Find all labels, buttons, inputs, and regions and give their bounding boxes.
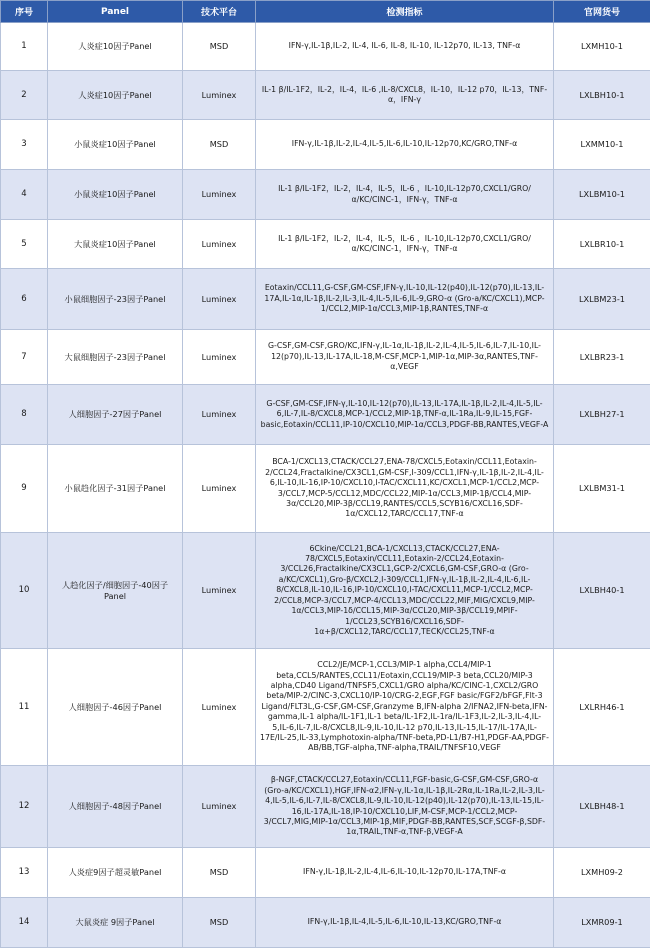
cell-platform: MSD bbox=[183, 23, 256, 71]
cell-code: LXLBR10-1 bbox=[554, 220, 650, 269]
cell-code: LXLBM10-1 bbox=[554, 170, 650, 220]
cell-no: 11 bbox=[1, 649, 48, 766]
cell-indicators: IL-1 β/IL-1F2，IL-2，IL-4，IL-5，IL-6 ，IL-10,IL-12p70,CXCL1/GRO/α/KC/CINC-1，IFN-γ，TNF-α bbox=[256, 220, 554, 269]
table-row bbox=[1, 220, 650, 269]
cell-platform: MSD bbox=[183, 898, 256, 948]
cell-panel: 人炎症9因子超灵敏Panel bbox=[48, 848, 183, 898]
cell-code: LXLBH40-1 bbox=[554, 533, 650, 649]
cell-indicators: 6Ckine/CCL21,BCA-1/CXCL13,CTACK/CCL27,ENA-78/CXCL5,Eotaxin/CCL11,Eotaxin-2/CCL24,Eotaxin-3/CCL26,Fractalkine/CX3CL1,GCP-2/CXCL6,GM-CSF,GRO-α (Gro-a/KC/CXCL1),Gro-β/CXCL2,I-309/CCL1,IFN-γ,IL-1β,IL-2,IL-4,IL-6,IL-8/CXCL8,IL-10,IL-16,IP-10/CXCL10,I-TAC/CXCL11,MCP-1/CCL2,MCP-2/CCL8,MCP-3/CCL7,MCP-4/CCL13,MDC/CCL22,MIF,MIG/CXCL9,MIP-1α/CCL3,MIP-1δ/CCL15,MIP-3α/CCL20,MIP-3β/CCL19,MPIF-1/CCL23,SCYB16/CXCL16,SDF-1α+β/CXCL12,TARC/CCL17,TECK/CCL25,TNF-α bbox=[256, 533, 554, 649]
cell-no: 12 bbox=[1, 766, 48, 848]
table-row bbox=[1, 385, 650, 445]
cell-panel: 人炎症10因子Panel bbox=[48, 71, 183, 120]
table-row bbox=[1, 330, 650, 385]
header-platform: 技术平台 bbox=[183, 1, 256, 23]
cell-panel: 小鼠炎症10因子Panel bbox=[48, 120, 183, 170]
table-row bbox=[1, 649, 650, 766]
cell-platform: Luminex bbox=[183, 649, 256, 766]
cell-no: 3 bbox=[1, 120, 48, 170]
cell-panel: 人细胞因子-27因子Panel bbox=[48, 385, 183, 445]
cell-panel: 大鼠炎症 9因子Panel bbox=[48, 898, 183, 948]
table-row bbox=[1, 898, 650, 948]
cell-code: LXLBM31-1 bbox=[554, 445, 650, 533]
cell-panel: 小鼠炎症10因子Panel bbox=[48, 170, 183, 220]
table-row bbox=[1, 269, 650, 330]
cell-platform: Luminex bbox=[183, 71, 256, 120]
table-row bbox=[1, 170, 650, 220]
table-row bbox=[1, 766, 650, 848]
cell-indicators: G-CSF,GM-CSF,IFN-γ,IL-10,IL-12(p70),IL-13,IL-17A,IL-1β,IL-2,IL-4,IL-5,IL-6,IL-7,IL-8/CXCL8,MCP-1/CCL2,MIP-1β,TNF-α,IL-1Ra,IL-9,IL-15,FGF-basic,Eotaxin/CCL11,IP-10/CXCL10,MIP-1α/CCL3,PDGF-BB,RANTES,VEGF-A bbox=[256, 385, 554, 445]
cell-platform: Luminex bbox=[183, 385, 256, 445]
cell-platform: Luminex bbox=[183, 170, 256, 220]
cell-no: 5 bbox=[1, 220, 48, 269]
cell-no: 7 bbox=[1, 330, 48, 385]
table-row bbox=[1, 533, 650, 649]
cell-no: 6 bbox=[1, 269, 48, 330]
cell-platform: Luminex bbox=[183, 766, 256, 848]
table-row bbox=[1, 23, 650, 71]
cell-panel: 人细胞因子-46因子Panel bbox=[48, 649, 183, 766]
header-no: 序号 bbox=[1, 1, 48, 23]
cell-indicators: IFN-γ,IL-1β,IL-4,IL-5,IL-6,IL-10,IL-13,KC/GRO,TNF-α bbox=[256, 898, 554, 948]
cell-code: LXMR09-1 bbox=[554, 898, 650, 948]
table-row bbox=[1, 120, 650, 170]
cell-no: 1 bbox=[1, 23, 48, 71]
cell-no: 10 bbox=[1, 533, 48, 649]
cell-platform: Luminex bbox=[183, 445, 256, 533]
cell-indicators: BCA-1/CXCL13,CTACK/CCL27,ENA-78/CXCL5,Eotaxin/CCL11,Eotaxin-2/CCL24,Fractalkine/CX3CL1,GM-CSF,I-309/CCL1,IFN-γ,IL-1β,IL-2,IL-4,IL-6,IL-10,IL-16,IP-10/CXCL10,I-TAC/CXCL11,KC/CXCL1,MCP-1/CCL2,MCP-3/CCL7,MCP-5/CCL12,MDC/CCL22,MIP-1α/CCL3,MIP-1β/CCL4,MIP-3α/CCL20,MIP-3β/CCL19,RANTES/CCL5,SCYB16/CXCL16,SDF-1α/CXCL12,TARC/CCL17,TNF-α bbox=[256, 445, 554, 533]
cell-platform: MSD bbox=[183, 848, 256, 898]
header-panel: Panel bbox=[48, 1, 183, 23]
cell-indicators: G-CSF,GM-CSF,GRO/KC,IFN-γ,IL-1α,IL-1β,IL-2,IL-4,IL-5,IL-6,IL-7,IL-10,IL-12(p70),IL-13,IL-17A,IL-18,M-CSF,MCP-1,MIP-1α,MIP-3α,RANTES,TNF-α,VEGF bbox=[256, 330, 554, 385]
cell-no: 14 bbox=[1, 898, 48, 948]
cell-panel: 人细胞因子-48因子Panel bbox=[48, 766, 183, 848]
cell-code: LXLBH10-1 bbox=[554, 71, 650, 120]
cell-panel: 人炎症10因子Panel bbox=[48, 23, 183, 71]
cell-no: 8 bbox=[1, 385, 48, 445]
header-row bbox=[1, 1, 650, 23]
cell-indicators: CCL2/JE/MCP-1,CCL3/MIP-1 alpha,CCL4/MIP-1 beta,CCL5/RANTES,CCL11/Eotaxin,CCL19/MIP-3 beta,CCL20/MIP-3 alpha,CD40 Ligand/TNFSF5,CXCL1/GRO alpha/KC/CINC-1,CXCL2/GRO beta/MIP-2/CINC-3,CXCL10/IP-10/CRG-2,EGF,FGF basic/FGF2/bFGF,Flt-3 Ligand/FLT3L,G-CSF,GM-CSF,Granzyme B,IFN-alpha 2/IFNA2,IFN-beta,IFN-gamma,IL-1 alpha/IL-1F1,IL-1 beta/IL-1F2,IL-1ra/IL-1F3,IL-2,IL-3,IL-4,IL-5,IL-6,IL-7,IL-8/CXCL8,IL-9,IL-10,IL-12 p70,IL-13,IL-15,IL-17/IL-17A,IL-17E/IL-25,IL-33,Lymphotoxin-alpha/TNF-beta,PD-L1/B7-H1,PDGF-AA,PDGF-AB/BB,TGF-alpha,TNF-alpha,TRAIL/TNFSF10,VEGF bbox=[256, 649, 554, 766]
cell-indicators: IFN-γ,IL-1β,IL-2, IL-4, IL-6, IL-8, IL-10, IL-12p70, IL-13, TNF-α bbox=[256, 23, 554, 71]
cell-code: LXMH09-2 bbox=[554, 848, 650, 898]
cell-panel: 人趋化因子/细胞因子-40因子Panel bbox=[48, 533, 183, 649]
cell-platform: Luminex bbox=[183, 220, 256, 269]
cell-platform: Luminex bbox=[183, 269, 256, 330]
table-row bbox=[1, 445, 650, 533]
cell-no: 2 bbox=[1, 71, 48, 120]
cell-no: 4 bbox=[1, 170, 48, 220]
cell-platform: Luminex bbox=[183, 533, 256, 649]
cell-panel: 大鼠细胞因子-23因子Panel bbox=[48, 330, 183, 385]
cell-indicators: IFN-γ,IL-1β,IL-2,IL-4,IL-5,IL-6,IL-10,IL-12p70,KC/GRO,TNF-α bbox=[256, 120, 554, 170]
cell-indicators: IL-1 β/IL-1F2，IL-2，IL-4，IL-5，IL-6 ，IL-10,IL-12p70,CXCL1/GRO/α/KC/CINC-1，IFN-γ，TNF-α bbox=[256, 170, 554, 220]
cell-indicators: Eotaxin/CCL11,G-CSF,GM-CSF,IFN-γ,IL-10,IL-12(p40),IL-12(p70),IL-13,IL-17A,IL-1α,IL-1β,IL-2,IL-3,IL-4,IL-5,IL-6,IL-9,GRO-α (Gro-a/KC/CXCL1),MCP-1/CCL2,MIP-1α/CCL3,MIP-1β,RANTES,TNF-α bbox=[256, 269, 554, 330]
cell-platform: MSD bbox=[183, 120, 256, 170]
cell-no: 13 bbox=[1, 848, 48, 898]
table-row bbox=[1, 71, 650, 120]
cell-code: LXMM10-1 bbox=[554, 120, 650, 170]
cell-no: 9 bbox=[1, 445, 48, 533]
cell-indicators: IL-1 β/IL-1F2，IL-2，IL-4，IL-6 ,IL-8/CXCL8，IL-10，IL-12 p70，IL-13，TNF-α，IFN-γ bbox=[256, 71, 554, 120]
cell-panel: 大鼠炎症10因子Panel bbox=[48, 220, 183, 269]
table-row bbox=[1, 848, 650, 898]
header-indicators: 检测指标 bbox=[256, 1, 554, 23]
cell-code: LXLBH48-1 bbox=[554, 766, 650, 848]
cell-code: LXLBR23-1 bbox=[554, 330, 650, 385]
cell-code: LXLRH46-1 bbox=[554, 649, 650, 766]
cell-indicators: IFN-γ,IL-1β,IL-2,IL-4,IL-6,IL-10,IL-12p70,IL-17A,TNF-α bbox=[256, 848, 554, 898]
cell-indicators: β-NGF,CTACK/CCL27,Eotaxin/CCL11,FGF-basic,G-CSF,GM-CSF,GRO-α (Gro-a/KC/CXCL1),HGF,IFN-α2,IFN-γ,IL-1α,IL-1β,IL-2Rα,IL-1Ra,IL-2,IL-3,IL-4,IL-5,IL-6,IL-7,IL-8/CXCL8,IL-9,IL-10,IL-12(p40),IL-12(p70),IL-13,IL-15,IL-16,IL-17A,IL-18,IP-10/CXCL10,LIF,M-CSF,MCP-1/CCL2,MCP-3/CCL7,MIG,MIP-1α/CCL3,MIP-1β,MIF,PDGF-BB,RANTES,SCF,SCGF-β,SDF-1α,TRAIL,TNF-α,TNF-β,VEGF-A bbox=[256, 766, 554, 848]
cell-platform: Luminex bbox=[183, 330, 256, 385]
cell-code: LXMH10-1 bbox=[554, 23, 650, 71]
cell-panel: 小鼠细胞因子-23因子Panel bbox=[48, 269, 183, 330]
header-code: 官网货号 bbox=[554, 1, 650, 23]
cell-code: LXLBM23-1 bbox=[554, 269, 650, 330]
cell-code: LXLBH27-1 bbox=[554, 385, 650, 445]
cell-panel: 小鼠趋化因子-31因子Panel bbox=[48, 445, 183, 533]
